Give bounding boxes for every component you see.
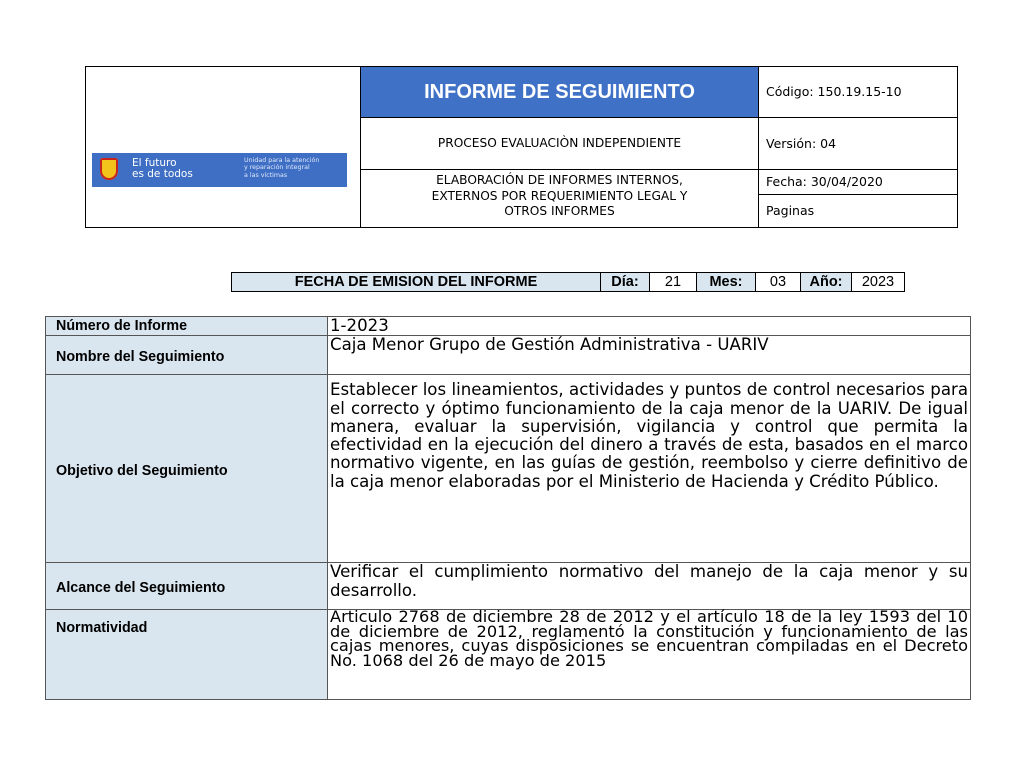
header-row-line <box>758 194 958 195</box>
month-value: 03 <box>756 273 801 292</box>
document-date: Fecha: 30/04/2020 <box>766 174 883 189</box>
document-pages: Paginas <box>766 203 815 218</box>
header-divider <box>758 67 759 227</box>
document-code: Código: 150.19.15-10 <box>766 84 902 99</box>
process-name: PROCESO EVALUACIÒN INDEPENDIENTE <box>437 136 682 150</box>
coat-of-arms-icon <box>100 158 118 180</box>
header-row-line <box>758 169 958 170</box>
objective-label: Objetivo del Seguimiento <box>46 375 328 563</box>
tracking-name-label: Nombre del Seguimiento <box>46 336 328 375</box>
scope-label: Alcance del Seguimiento <box>46 563 328 610</box>
day-label: Día: <box>601 273 650 292</box>
regulations-value: Articulo 2768 de diciembre 28 de 2012 y el artículo 18 de la ley 1593 del 10 de diciembre de 2012, reglamentó la constitución y funcionamiento de las cajas menores, cuyas disposiciones se encuentran compiladas en el Decreto No. 1068 del 26 de mayo de 2015 <box>328 610 971 700</box>
month-label: Mes: <box>697 273 756 292</box>
government-logo <box>92 153 347 187</box>
table-row <box>46 317 971 336</box>
process-description: ELABORACIÓN DE INFORMES INTERNOS, EXTERNOS POR REQUERIMIENTO LEGAL Y OTROS INFORMES <box>431 173 688 218</box>
year-label: Año: <box>801 273 852 292</box>
document-header <box>85 66 958 228</box>
table-row <box>46 375 971 563</box>
logo-entity-name: Unidad para la atención y reparación integral a las víctimas <box>244 157 320 179</box>
objective-value: Establecer los lineamientos, actividades y puntos de control necesarios para el correcto y óptimo funcionamiento de la caja menor de la UARIV. De igual manera, evaluar la supervisión, vigilancia y control que permita la efectividad en la ejecución del dinero a través de esta, basados en el marco normativo vigente, en las guías de gestión, reembolso y cierre definitivo de la caja menor elaboradas por el Ministerio de Hacienda y Crédito Público. <box>328 375 971 563</box>
report-info-table <box>45 316 971 700</box>
table-row <box>46 610 971 700</box>
document-version: Versión: 04 <box>766 136 837 151</box>
logo-cell <box>86 67 360 227</box>
header-row-line <box>360 169 758 170</box>
header-row-line <box>758 117 958 118</box>
issue-date-label: FECHA DE EMISION DEL INFORME <box>232 273 601 292</box>
document-title: INFORME DE SEGUIMIENTO <box>361 67 758 117</box>
table-row <box>46 336 971 375</box>
regulations-label: Normatividad <box>46 610 328 700</box>
tracking-name-value: Caja Menor Grupo de Gestión Administrativa - UARIV <box>328 336 971 375</box>
year-value: 2023 <box>852 273 905 292</box>
report-number-value: 1-2023 <box>328 317 971 336</box>
day-value: 21 <box>650 273 697 292</box>
logo-slogan: El futuro es de todos <box>132 157 193 180</box>
header-row-line <box>360 117 758 118</box>
report-number-label: Número de Informe <box>46 317 328 336</box>
issue-date-row <box>232 273 905 292</box>
table-row <box>46 563 971 610</box>
scope-value: Verificar el cumplimiento normativo del manejo de la caja menor y su desarrollo. <box>328 563 971 610</box>
issue-date-table <box>231 272 905 292</box>
